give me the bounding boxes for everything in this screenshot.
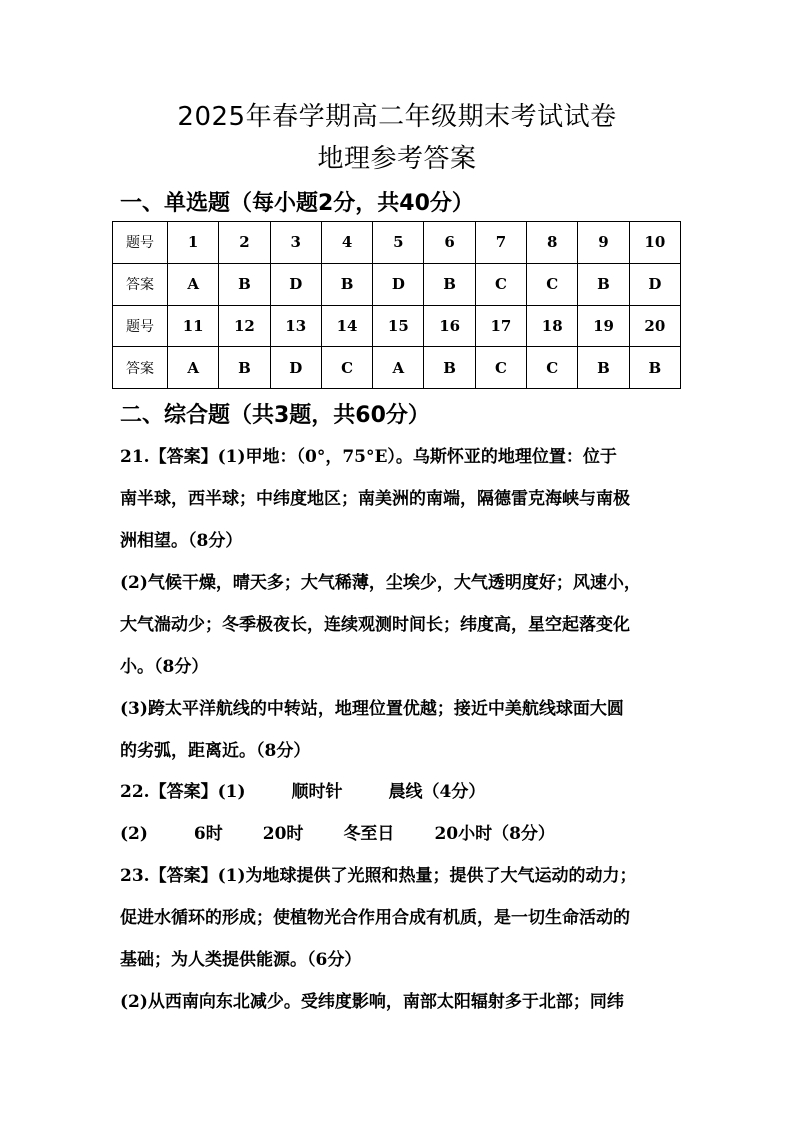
table-cell: 10 (629, 222, 680, 264)
table-cell: 7 (475, 222, 526, 264)
table-cell: C (475, 347, 526, 389)
answer-line: 23.【答案】(1)为地球提供了光照和热量；提供了大气运动的动力； (120, 866, 637, 886)
q22-line-2 (120, 819, 690, 844)
answer-line: 南半球，西半球；中纬度地区；南美洲的南端，隔德雷克海峡与南极 (120, 489, 630, 509)
table-cell: B (219, 263, 270, 305)
table-cell: B (219, 347, 270, 389)
table-cell: D (373, 263, 424, 305)
q22-prefix-2: (2) (120, 824, 148, 844)
q22-prefix-1: 22.【答案】(1) (120, 782, 246, 802)
answer-line: 21.【答案】(1)甲地：（0°，75°E）。乌斯怀亚的地理位置：位于 (120, 447, 617, 467)
q22-answer-d: 20时 (262, 824, 304, 844)
section-1-heading: 一、单选题（每小题2分，共40分） (120, 191, 474, 216)
table-cell: B (578, 263, 629, 305)
table-cell: A (168, 263, 219, 305)
q22-answer-a: 顺时针 (291, 782, 343, 802)
table-cell: 17 (475, 305, 526, 347)
q22-line-1 (120, 777, 690, 802)
q22-answer-c: 6时 (193, 824, 223, 844)
table-cell: C (475, 263, 526, 305)
row-label: 答案 (113, 347, 168, 389)
table-cell: 6 (424, 222, 475, 264)
table-cell: 2 (219, 222, 270, 264)
answer-table (112, 221, 681, 389)
exam-title: 2025年春学期高二年级期末考试试卷 (177, 102, 617, 132)
q22-answer-e: 冬至日 (343, 824, 395, 844)
q22-answer-f: 20小时（8分） (434, 824, 555, 844)
table-cell: 3 (270, 222, 321, 264)
answer-line: 大气湍动少；冬季极夜长，连续观测时间长；纬度高，星空起落变化 (120, 615, 630, 635)
table-cell: 1 (168, 222, 219, 264)
table-cell: D (270, 347, 321, 389)
q22-answer-b: 晨线（4分） (388, 782, 486, 802)
table-cell: D (270, 263, 321, 305)
row-label: 题号 (113, 305, 168, 347)
row-label: 题号 (113, 222, 168, 264)
table-cell: 9 (578, 222, 629, 264)
answer-line: 的劣弧，距离近。（8分） (120, 741, 311, 761)
table-cell: 16 (424, 305, 475, 347)
table-cell: C (527, 347, 578, 389)
table-cell: B (424, 347, 475, 389)
table-cell: C (321, 347, 372, 389)
table-cell: 5 (373, 222, 424, 264)
answer-line: (2)从西南向东北减少。受纬度影响，南部太阳辐射多于北部；同纬 (120, 992, 624, 1012)
table-cell: B (629, 347, 680, 389)
exam-subtitle: 地理参考答案 (317, 144, 477, 174)
table-cell: A (168, 347, 219, 389)
table-cell: A (373, 347, 424, 389)
table-cell: 15 (373, 305, 424, 347)
table-row (113, 347, 681, 389)
table-cell: D (629, 263, 680, 305)
table-cell: B (321, 263, 372, 305)
table-cell: 14 (321, 305, 372, 347)
table-cell: 18 (527, 305, 578, 347)
answer-line: 促进水循环的形成；使植物光合作用合成有机质，是一切生命活动的 (120, 908, 630, 928)
table-cell: 13 (270, 305, 321, 347)
table-row (113, 222, 681, 264)
table-cell: 19 (578, 305, 629, 347)
table-cell: 4 (321, 222, 372, 264)
answer-line: (3)跨太平洋航线的中转站，地理位置优越；接近中美航线球面大圆 (120, 699, 624, 719)
answer-line: 基础；为人类提供能源。（6分） (120, 950, 362, 970)
table-row (113, 305, 681, 347)
table-cell: C (527, 263, 578, 305)
answer-line: 小。（8分） (120, 657, 209, 677)
row-label: 答案 (113, 263, 168, 305)
table-cell: 12 (219, 305, 270, 347)
section-2-heading: 二、综合题（共3题，共60分） (120, 403, 430, 428)
table-cell: B (424, 263, 475, 305)
answer-line: (2)气候干燥，晴天多；大气稀薄，尘埃少，大气透明度好；风速小， (120, 573, 641, 593)
table-cell: 11 (168, 305, 219, 347)
table-cell: 20 (629, 305, 680, 347)
table-row (113, 263, 681, 305)
answer-line: 洲相望。（8分） (120, 531, 243, 551)
table-cell: B (578, 347, 629, 389)
table-cell: 8 (527, 222, 578, 264)
